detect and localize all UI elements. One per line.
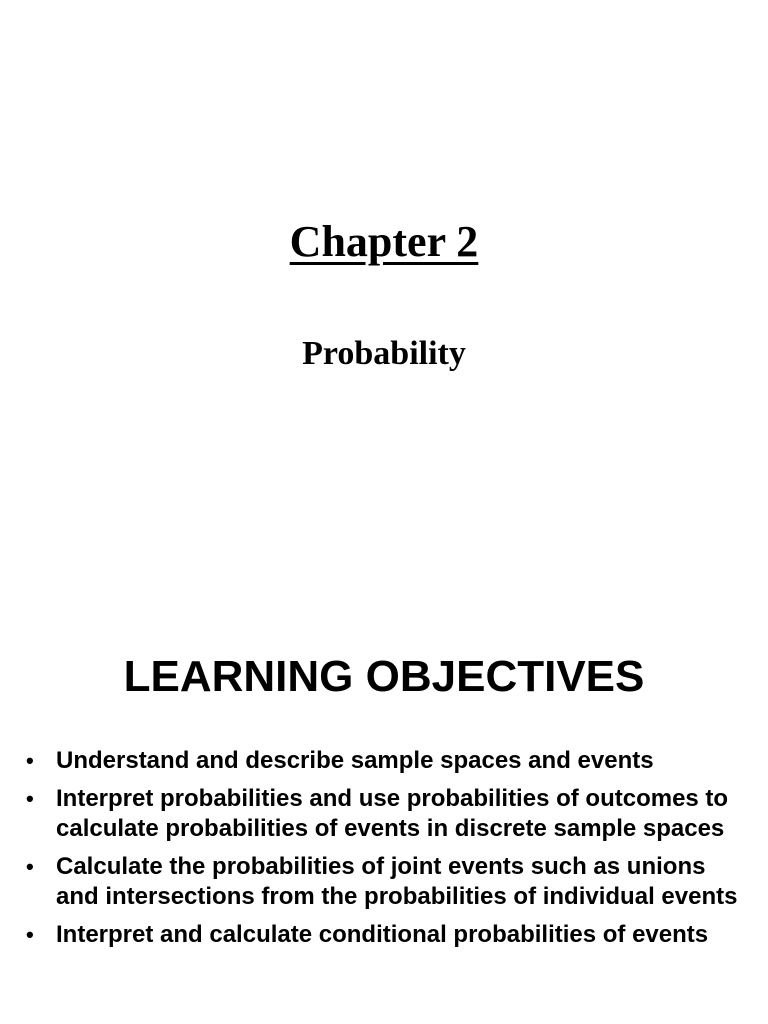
objective-item [0, 920, 768, 951]
chapter-subtitle: Probability [302, 335, 466, 372]
learning-objectives-slide [0, 576, 768, 1024]
objective-text: Interpret probabilities and use probabilities of outcomes to calculate probabilities of events in discrete sample spaces [56, 784, 729, 842]
objective-text: Understand and describe sample spaces and events [56, 747, 654, 774]
bullet-icon: • [26, 921, 34, 947]
chapter-title [0, 214, 768, 270]
objective-item [0, 784, 768, 845]
bullet-icon: • [26, 748, 34, 773]
bullet-icon: • [26, 853, 34, 879]
bullet-icon: • [26, 785, 34, 811]
objective-item [0, 746, 768, 777]
objectives-list [0, 746, 768, 957]
objective-text: Calculate the probabilities of joint events such as unions and intersections from the probabilities of individual events [56, 852, 738, 910]
chapter-title-text: Chapter 2 [289, 217, 479, 266]
objective-item [0, 852, 768, 913]
learning-objectives-heading: LEARNING OBJECTIVES [123, 652, 645, 701]
objective-text: Interpret and calculate conditional probabilities of events [56, 920, 709, 948]
